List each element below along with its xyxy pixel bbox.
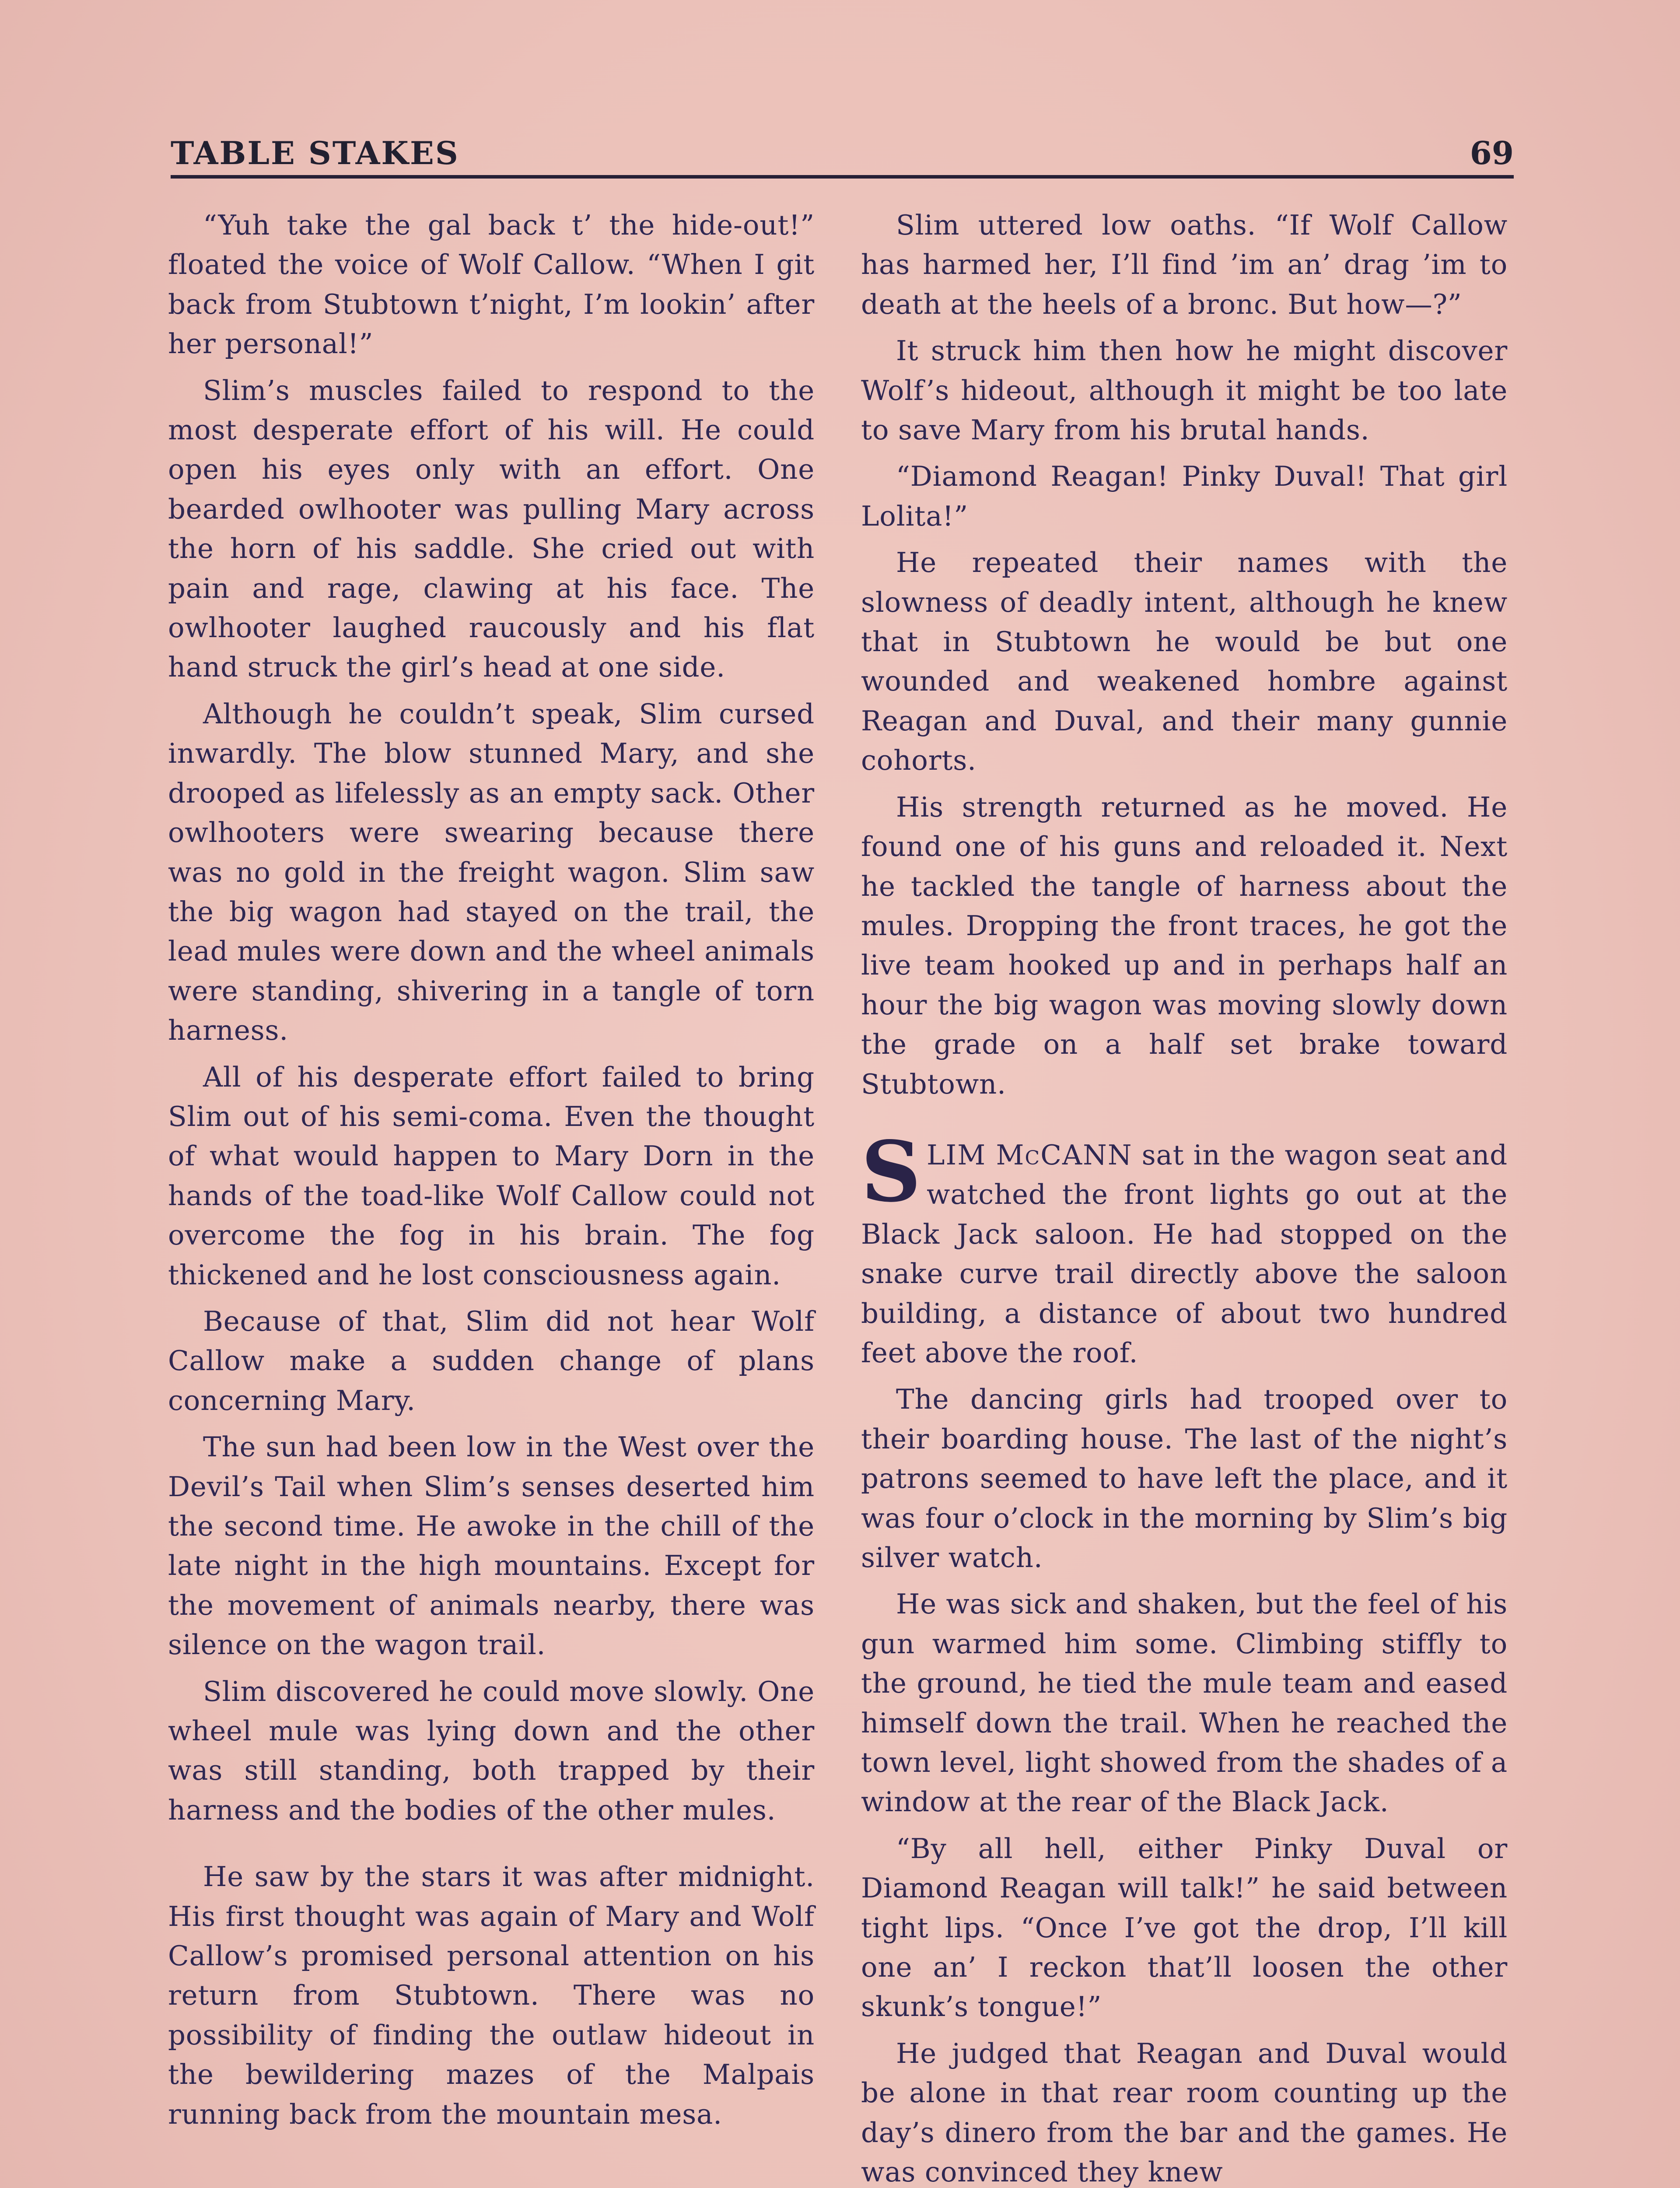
small-caps-lead: LIM McCANN <box>927 1139 1133 1171</box>
drop-cap: S <box>861 1122 922 1220</box>
section-opening-paragraph <box>861 1122 1508 1373</box>
paragraph: “By all hell, either Pinky Duval or Diamond Reagan will talk!” he said between tight lips. “Once I’ve got the drop, I’ll kill one an’ I reckon that’ll loosen the other skunk’s tongue!” <box>861 1832 1508 2023</box>
paragraph: It struck him then how he might discover Wolf’s hideout, although it might be too late to save Mary from his brutal hands. <box>861 335 1508 446</box>
running-header <box>171 123 1514 179</box>
paragraph: The dancing girls had trooped over to their boarding house. The last of the night’s patrons seemed to have left the place, and it was four o’clock in the morning by Slim’s big silver watch. <box>861 1383 1508 1574</box>
right-text-column <box>861 206 1508 2188</box>
page-number: 69 <box>1470 134 1514 172</box>
paragraph: “Yuh take the gal back t’ the hide-out!” floated the voice of Wolf Callow. “When I git back from Stubtown t’night, I’m lookin’ after her personal!” <box>168 209 815 360</box>
paragraph: Slim uttered low oaths. “If Wolf Callow has harmed her, I’ll find ’im an’ drag ’im to death at the heels of a bronc. But how—?” <box>861 209 1508 320</box>
running-title: TABLE STAKES <box>171 134 459 172</box>
paragraph: He repeated their names with the slowness of deadly intent, although he knew that in Stubtown he would be but one wounded and weakened hombre against Reagan and Duval, and their many gunnie cohorts. <box>861 547 1508 777</box>
left-text-column <box>168 206 815 2141</box>
paragraph: The sun had been low in the West over the Devil’s Tail when Slim’s senses deserted him the second time. He awoke in the chill of the late night in the high mountains. Except for the movement of animals nearby, there was silence on the wagon trail. <box>168 1431 815 1661</box>
paragraph: Slim discovered he could move slowly. One wheel mule was lying down and the other was still standing, both trapped by their harness and the bodies of the other mules. <box>168 1675 815 1826</box>
paragraph: Slim’s muscles failed to respond to the most desperate effort of his will. He could open his eyes only with an effort. One bearded owlhooter was pulling Mary across the horn of his saddle. She cried out with pain and rage, clawing at his face. The owlhooter laughed raucously and his flat hand struck the girl’s head at one side. <box>168 374 815 684</box>
paragraph: He judged that Reagan and Duval would be alone in that rear room counting up the day’s dinero from the bar and the games. He was convinced they knew <box>861 2037 1508 2188</box>
paragraph: He was sick and shaken, but the feel of his gun warmed him some. Climbing stiffly to the ground, he tied the mule team and eased himself down the trail. When he reached the town level, light showed from the shades of a window at the rear of the Black Jack. <box>861 1588 1508 1818</box>
paragraph: “Diamond Reagan! Pinky Duval! That girl Lolita!” <box>861 460 1508 532</box>
paragraph: His strength returned as he moved. He found one of his guns and reloaded it. Next he tackled the tangle of harness about the mules. Dropping the front traces, he got the live team hooked up and in perhaps half an hour the big wagon was moving slowly down the grade on a half set brake toward Stubtown. <box>861 791 1508 1100</box>
paragraph: All of his desperate effort failed to bring Slim out of his semi-coma. Even the thought of what would happen to Mary Dorn in the hands of the toad-like Wolf Callow could not overcome the fog in his brain. The fog thickened and he lost consciousness again. <box>168 1061 815 1291</box>
paragraph: Because of that, Slim did not hear Wolf Callow make a sudden change of plans concerning Mary. <box>168 1305 815 1417</box>
paragraph: He saw by the stars it was after midnight. His first thought was again of Mary and Wolf Callow’s promised personal attention on his return from Stubtown. There was no possibility of finding the outlaw hideout in the bewildering mazes of the Malpais running back from the mountain mesa. <box>168 1861 815 2130</box>
paragraph: Although he couldn’t speak, Slim cursed inwardly. The blow stunned Mary, and she drooped as lifelessly as an empty sack. Other owlhooters were swearing because there was no gold in the freight wagon. Slim saw the big wagon had stayed on the trail, the lead mules were down and the wheel animals were standing, shivering in a tangle of torn harness. <box>168 698 815 1047</box>
section-opening-text: sat in the wagon seat and watched the front lights go out at the Black Jack saloon. He had stopped on the snake curve trail directly above the saloon building, a distance of about two hundred feet above the roof. <box>861 1139 1508 1369</box>
